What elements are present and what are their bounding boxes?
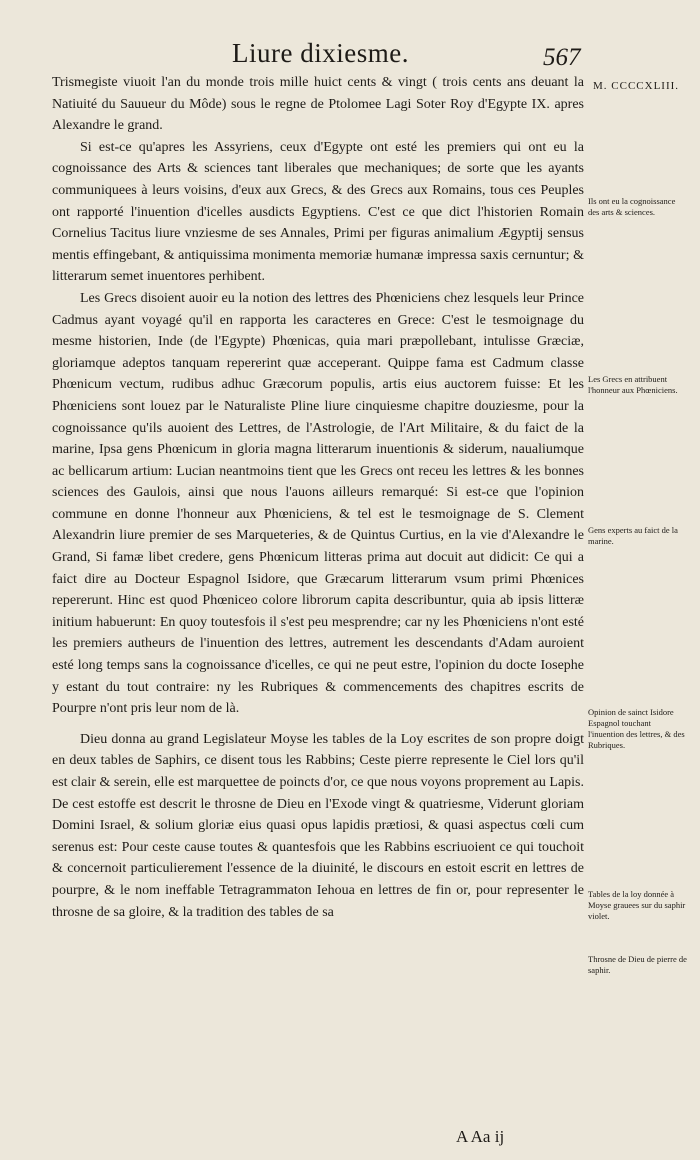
signature-catchword: A Aa ij	[456, 1127, 505, 1146]
paragraph-3: Les Grecs disoient auoir eu la notion des lettres des Phœniciens chez lesquels leur Prince Cadmus ayant voyagé qu'il en rapporta les caracteres en Grece: C'est le tesmoignage du mesme historien, Inde (de l'Egypte) Phœnicas, quia mari præpollebant, intulisse Græciæ, gloriamque adeptos tanquam repererint quæ acceperant. Quippe fama est Cadmum classe Phœnicum vectum, rudibus adhuc Græcorum populis, artis eius auctorem fuisse: Et les Phœniciens sont louez par le Naturaliste Pline liure cinquiesme chapitre douziesme, pour la cognoissance qu'ils auoient des Lettres, de l'Astrologie, de l'Art Militaire, & du faict de la marine, Ipsa gens Phœnicum in gloria magna litterarum inuentionis & siderum, naualiumque ac bellicarum artium: Lucian neantmoins tient que les Grecs ont receu les lettres & les bonnes sciences des Gaulois, ainsi que nous l'auons ailleurs remarqué: Si est-ce que l'opinion commune en donne l'honneur aux Phœniciens, & tel est le tesmoignage de S. Clement Alexandrin liure premier de ses Marqueteries, & de Quintus Curtius, en la vie d'Alexandre le Grand, Si famæ libet credere, gens Phœnicum litteras prima aut docuit aut didicit: Ce qui a faict dire au Docteur Espagnol Isidore, que Græcarum litterarum vsum primi Phœnices repererunt. Hinc est quod Phœniceo colore librorum capita describuntur, quia ab ipsis litteræ initium habuerunt: En quoy toutesfois il s'est peu mesprendre; car ny les Phœniciens n'ont esté les premiers autheurs de l'inuention des lettres, autrement les descendants d'Adam auroient esté long temps sans la cognoissance d'icelles, ce qui ne peut estre, l'opinion du docte Iosephe y estant du tout contraire: ny les Rubriques & commencements des chapitres escrits de Pourpre n'ont pris leur nom de là.	[52, 290, 584, 717]
page-number: 567	[543, 44, 581, 71]
main-text-column	[52, 72, 584, 923]
margin-note-grecs: Les Grecs en attribuent l'honneur aux Phœniciens.	[588, 374, 678, 395]
paragraph-1: Trismegiste viuoit l'an du monde trois mille huict cents & vingt ( trois cents ans deuant la Natiuité du Sauueur du Môde) sous le regne de Ptolomee Lagi Soter Roy d'Egypte IX. apres Alexandre le grand.	[52, 75, 584, 134]
running-head: Liure dixiesme.	[232, 38, 409, 68]
margin-note-marine: Gens experts au faict de la marine.	[588, 525, 678, 546]
paragraph-4: Dieu donna au grand Legislateur Moyse les tables de la Loy escrites de son propre doigt en deux tables de Saphirs, ce disent tous les Rabbins; Ceste pierre represente le Ciel lors qu'il est clair & serein, elle est marquettee de poincts d'or, ce que nous voyons proprement au Lapis. De cest estoffe est descrit le throsne de Dieu en l'Exode vingt & quatriesme, Viderunt gloriam Domini Israel, & solium gloriæ eius quasi opus lapidis prætiosi, & quasi aspectus cœli cum serenus est: Pour ceste cause toutes & quantesfois que les Rabbins escriuoient ce qui touchoit & concernoit particulierement l'essence de la diuinité, le discours en estoit escrit en lettres de pourpre, & le nom ineffable Tetragrammaton Iehoua en lettres de fin or, pour representer le throsne de sa gloire, & la tradition des tables de sa	[52, 731, 584, 920]
paragraph-2: Si est-ce qu'apres les Assyriens, ceux d'Egypte ont esté les premiers qui ont eu la cognoissance des Arts & sciences tant liberales que mechaniques; de sorte que les ayants communiquees à leurs voisins, d'eux aux Grecs, & des Grecs aux Romains, tous ces Peuples ont rapporté l'inuention d'icelles ausdicts Egyptiens. C'est ce que dict l'historien Romain Cornelius Tacitus liure vnziesme de ses Annales, Primi per figuras animalium Ægyptij sensus mentis effingebant, & antiquissima monimenta memoriæ humanæ impressa saxis cernuntur; & litterarum semet inuentores perhibent.	[52, 139, 584, 285]
margin-note-arts: Ils ont eu la cognoissance des arts & sciences.	[588, 196, 676, 217]
year-marginal: M. CCCCXLIII.	[593, 80, 680, 92]
page-header	[0, 34, 700, 92]
margin-note-isidore: Opinion de sainct Isidore Espagnol touchant l'inuention des lettres, & des Rubriques.	[588, 707, 685, 750]
margin-note-throsne: Throsne de Dieu de pierre de saphir.	[588, 954, 687, 975]
margin-note-tables: Tables de la loy donnée à Moyse grauees sur du saphir violet.	[588, 889, 686, 921]
